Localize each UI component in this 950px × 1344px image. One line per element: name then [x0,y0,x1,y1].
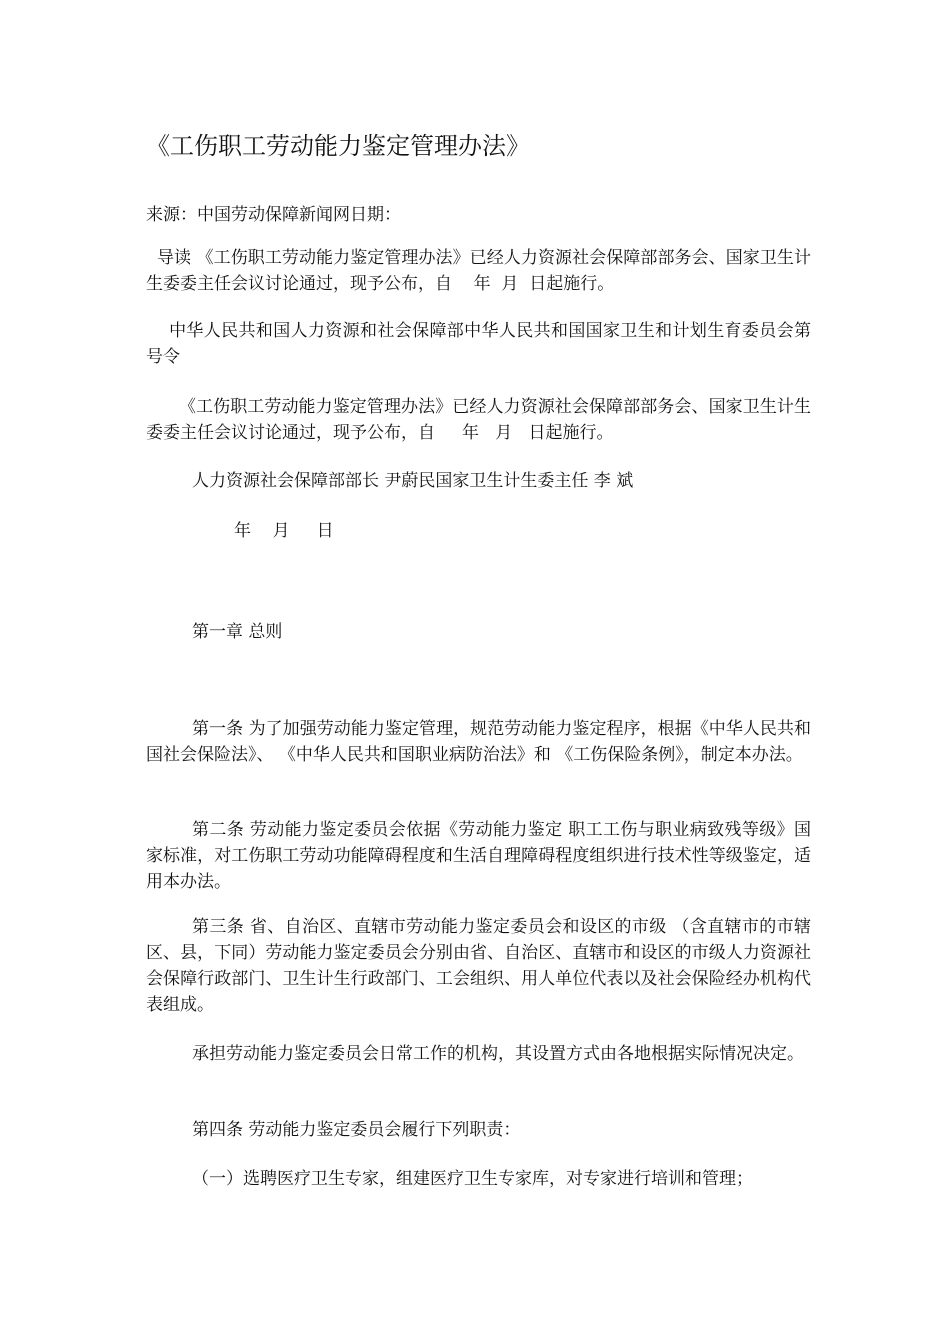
document-title: 《工伤职工劳动能力鉴定管理办法》 [146,132,530,160]
announcement-paragraph: 《工伤职工劳动能力鉴定管理办法》已经人力资源社会保障部部务会、国家卫生计生委委主任会议讨论通过，现予公布，自 年 月 日起施行。 [146,397,811,443]
date-line: 年 月 日 [234,521,334,541]
source-line: 来源：中国劳动保障新闻网日期： [146,205,401,225]
article-3: 第三条 省、自治区、直辖市劳动能力鉴定委员会和设区的市级 （含直辖市的市辖区、县，下同）劳动能力鉴定委员会分别由省、自治区、直辖市和设区的市级人力资源社会保障行政部门、卫生计生行政部门、工会组织、用人单位代表以及社会保险经办机构代表组成。 [146,917,811,1015]
chapter-heading: 第一章 总则 [192,622,283,642]
article-3-paragraph-2: 承担劳动能力鉴定委员会日常工作的机构，其设置方式由各地根据实际情况决定。 [192,1044,804,1064]
signatories-line: 人力资源社会保障部部长 尹蔚民国家卫生计生委主任 李 斌 [192,471,634,491]
decree-paragraph: 中华人民共和国人力资源和社会保障部中华人民共和国国家卫生和计划生育委员会第 号令 [146,321,833,367]
intro-paragraph: 导读 《工伤职工劳动能力鉴定管理办法》已经人力资源社会保障部部务会、国家卫生计生委委主任会议讨论通过，现予公布，自 年 月 日起施行。 [146,248,811,294]
article-4-item-1: （一）选聘医疗卫生专家，组建医疗卫生专家库，对专家进行培训和管理； [192,1169,753,1189]
article-1: 第一条 为了加强劳动能力鉴定管理，规范劳动能力鉴定程序，根据《中华人民共和国社会保险法》、 《中华人民共和国职业病防治法》和 《工伤保险条例》，制定本办法。 [146,719,811,765]
article-4: 第四条 劳动能力鉴定委员会履行下列职责： [192,1120,521,1140]
article-2: 第二条 劳动能力鉴定委员会依据《劳动能力鉴定 职工工伤与职业病致残等级》国家标准，对工伤职工劳动功能障碍程度和生活自理障碍程度组织进行技术性等级鉴定，适用本办法。 [146,820,811,892]
